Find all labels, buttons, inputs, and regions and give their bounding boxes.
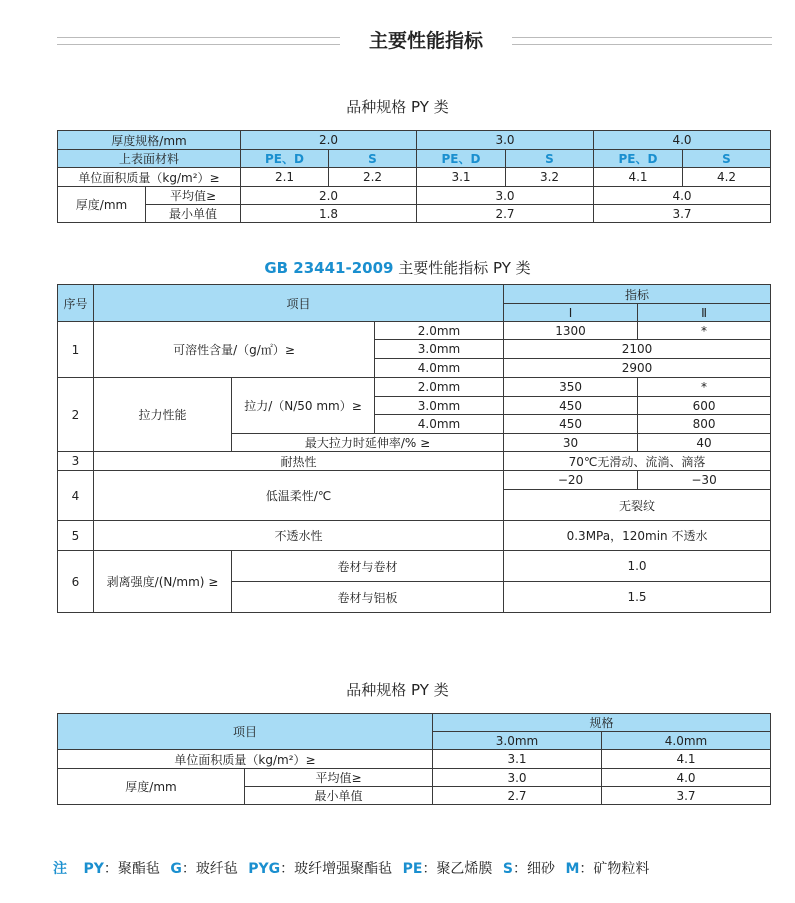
table-row xyxy=(58,150,771,168)
table-cell: 4.0 xyxy=(602,769,771,787)
thickness-spec-header: 厚度规格/mm xyxy=(58,131,241,150)
table-row xyxy=(58,131,771,150)
row-label: 单位面积质量（kg/m²）≥ xyxy=(58,168,241,187)
row-label: 厚度/mm xyxy=(58,769,245,805)
row-label: 不透水性 xyxy=(94,521,504,551)
row-sublabel: 平均值≥ xyxy=(245,769,433,787)
table-row xyxy=(58,551,771,582)
table-cell: 0.3MPa，120min 不透水 xyxy=(504,521,771,551)
material-cell: S xyxy=(506,150,594,168)
material-cell: PE、D xyxy=(241,150,329,168)
table-cell: −30 xyxy=(638,471,771,490)
table-cell: 1.5 xyxy=(504,582,771,613)
row-label: 拉力性能 xyxy=(94,378,232,452)
table-cell: −20 xyxy=(504,471,638,490)
col-header: 4.0mm xyxy=(602,732,771,750)
table-cell: 350 xyxy=(504,378,638,397)
table-cell: 2.2 xyxy=(329,168,417,187)
table-cell: 40 xyxy=(638,434,771,452)
table-cell: * xyxy=(638,322,771,340)
spec-table-2 xyxy=(57,284,771,613)
row-number: 6 xyxy=(58,551,94,613)
table-cell: 3.0 xyxy=(433,769,602,787)
table-cell: 450 xyxy=(504,397,638,415)
row-sublabel: 平均值≥ xyxy=(146,187,241,205)
abbr-key: PE xyxy=(402,861,423,877)
table-row xyxy=(58,769,771,787)
table-row xyxy=(58,322,771,340)
header-index: 指标 xyxy=(504,285,771,304)
abbr-value: 矿物粒料 xyxy=(593,861,650,877)
row-label: 剥离强度/(N/mm) ≥ xyxy=(94,551,232,613)
abbr-key: PY xyxy=(83,861,104,877)
row-number: 4 xyxy=(58,471,94,521)
table-cell: 3.0 xyxy=(417,187,594,205)
table-row xyxy=(58,168,771,187)
row-number: 3 xyxy=(58,452,94,471)
page-title: 主要性能指标 xyxy=(368,30,483,52)
abbr-value: 玻纤毡 xyxy=(195,861,238,877)
material-cell: PE、D xyxy=(417,150,506,168)
row-sublabel: 3.0mm xyxy=(375,340,504,359)
abbr-value: 细砂 xyxy=(526,861,555,877)
col-header: 2.0 xyxy=(241,131,417,150)
table-cell: 2100 xyxy=(504,340,771,359)
table-cell: 2.1 xyxy=(241,168,329,187)
table1-title: 品种规格 PY 类 xyxy=(346,98,449,116)
table-cell: 2.7 xyxy=(417,205,594,223)
spec-table-1 xyxy=(57,130,771,223)
col-header: 3.0mm xyxy=(433,732,602,750)
row-number: 1 xyxy=(58,322,94,378)
table-row xyxy=(58,378,771,397)
abbr-value: 玻纤增强聚酯毡 xyxy=(294,861,393,877)
header-item: 项目 xyxy=(94,285,504,322)
row-sublabel: 最大拉力时延伸率/% ≥ xyxy=(232,434,504,452)
material-cell: S xyxy=(329,150,417,168)
row-label: 单位面积质量（kg/m²）≥ xyxy=(58,750,433,769)
table-cell: 无裂纹 xyxy=(504,490,771,521)
table-cell: 2.7 xyxy=(433,787,602,805)
table-cell: 800 xyxy=(638,415,771,434)
table-cell: 4.1 xyxy=(602,750,771,769)
header-item: 项目 xyxy=(58,714,433,750)
table-row xyxy=(58,750,771,769)
title-decor-line-right xyxy=(512,37,772,45)
table-cell: 30 xyxy=(504,434,638,452)
table3-title: 品种规格 PY 类 xyxy=(346,681,449,699)
table-cell: 600 xyxy=(638,397,771,415)
abbr-key: S xyxy=(502,861,513,877)
table-cell: 3.7 xyxy=(594,205,771,223)
footnote: 注 PY：聚酯毡 G：玻纤毡 PYG：玻纤增强聚酯毡 PE：聚乙烯膜 S：细砂 M：矿物粒料 xyxy=(53,861,650,877)
table-cell: 3.1 xyxy=(417,168,506,187)
header-grade-1: Ⅰ xyxy=(504,304,638,322)
row-sublabel: 4.0mm xyxy=(375,415,504,434)
table-row xyxy=(58,187,771,205)
note-label: 注 xyxy=(53,861,67,877)
surface-material-header: 上表面材料 xyxy=(58,150,241,168)
title-decor-line-left xyxy=(57,37,340,45)
table-cell: 2.0 xyxy=(241,187,417,205)
standard-code: GB 23441-2009 xyxy=(264,259,394,277)
abbr-key: M xyxy=(565,861,580,877)
table-row xyxy=(58,205,771,223)
spec-table-3 xyxy=(57,713,771,805)
table-row xyxy=(58,714,771,732)
row-label: 可溶性含量/（g/㎡）≥ xyxy=(94,322,375,378)
row-sublabel: 3.0mm xyxy=(375,397,504,415)
row-label: 低温柔性/℃ xyxy=(94,471,504,521)
row-sublabel: 卷材与铝板 xyxy=(232,582,504,613)
page-title-row xyxy=(0,28,795,54)
table-cell: 4.2 xyxy=(683,168,771,187)
row-sublabel: 2.0mm xyxy=(375,378,504,397)
row-sublabel: 卷材与卷材 xyxy=(232,551,504,582)
abbr-value: 聚乙烯膜 xyxy=(436,861,493,877)
table-row xyxy=(58,521,771,551)
table-cell: 4.0 xyxy=(594,187,771,205)
table-cell: 1.0 xyxy=(504,551,771,582)
table-cell: 1.8 xyxy=(241,205,417,223)
row-sublabel: 最小单值 xyxy=(146,205,241,223)
table-cell: 3.1 xyxy=(433,750,602,769)
table-cell: 4.1 xyxy=(594,168,683,187)
table2-title xyxy=(0,257,795,278)
row-sublabel: 2.0mm xyxy=(375,322,504,340)
table2-title-text: 主要性能指标 PY 类 xyxy=(398,259,531,277)
row-number: 5 xyxy=(58,521,94,551)
table-cell: 3.7 xyxy=(602,787,771,805)
row-label: 厚度/mm xyxy=(58,187,146,223)
table-cell: 450 xyxy=(504,415,638,434)
header-spec: 规格 xyxy=(433,714,771,732)
table-cell: 3.2 xyxy=(506,168,594,187)
material-cell: S xyxy=(683,150,771,168)
row-sublabel: 4.0mm xyxy=(375,359,504,378)
header-grade-2: Ⅱ xyxy=(638,304,771,322)
col-header: 4.0 xyxy=(594,131,771,150)
col-header: 3.0 xyxy=(417,131,594,150)
table-row xyxy=(58,452,771,471)
table-row xyxy=(58,285,771,304)
abbr-key: PYG xyxy=(248,861,281,877)
header-no: 序号 xyxy=(58,285,94,322)
material-cell: PE、D xyxy=(594,150,683,168)
row-sublabel: 最小单值 xyxy=(245,787,433,805)
abbr-value: 聚酯毡 xyxy=(117,861,160,877)
table-row xyxy=(58,471,771,490)
row-number: 2 xyxy=(58,378,94,452)
table-cell: 70℃无滑动、流淌、滴落 xyxy=(504,452,771,471)
table-cell: * xyxy=(638,378,771,397)
abbr-key: G xyxy=(170,861,182,877)
row-sublabel: 拉力/（N/50 mm）≥ xyxy=(232,378,375,434)
table-cell: 2900 xyxy=(504,359,771,378)
table-cell: 1300 xyxy=(504,322,638,340)
row-label: 耐热性 xyxy=(94,452,504,471)
